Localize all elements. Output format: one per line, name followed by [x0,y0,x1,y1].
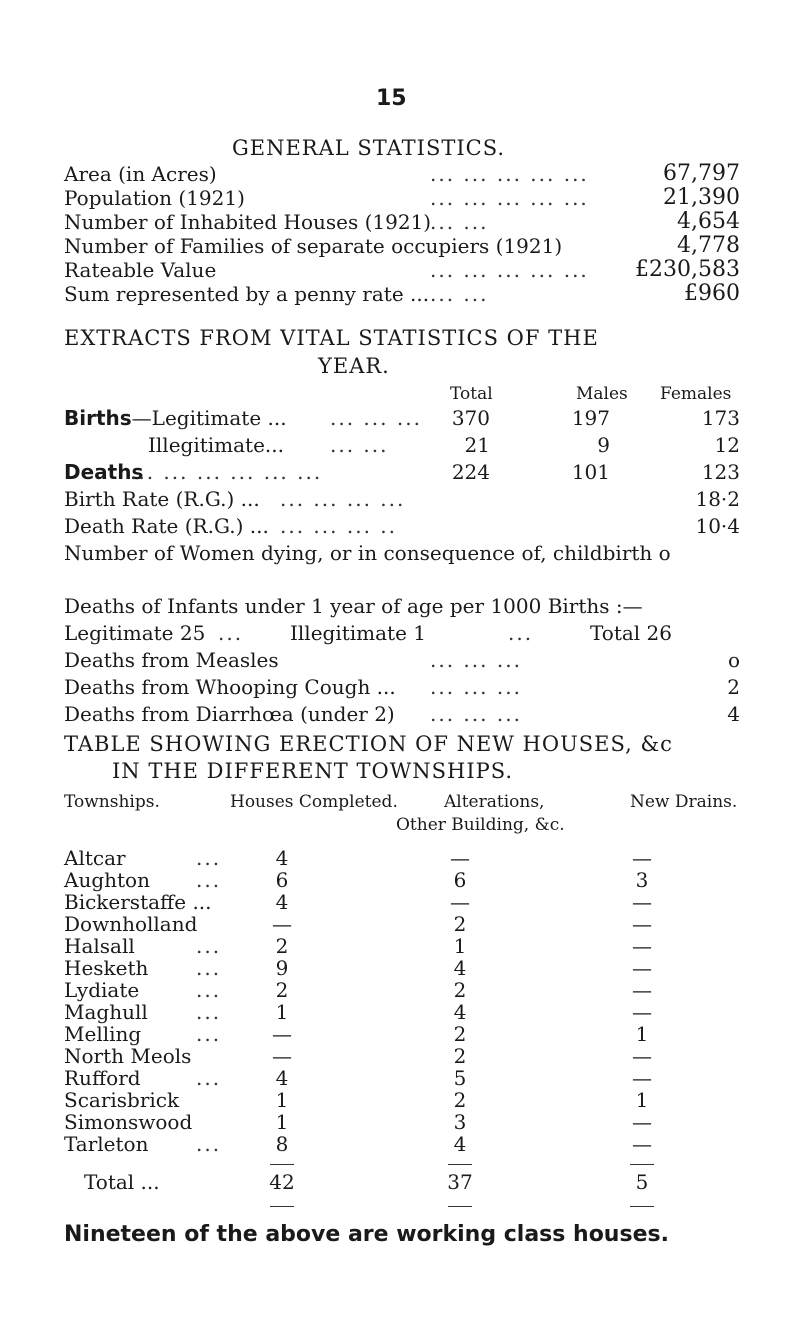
dot-leader: ... ... ... ... ... [430,162,589,186]
column-header-females: Females [660,384,732,404]
general-stat-label: Area (in Acres) [64,162,217,186]
general-stat-value: £960 [684,281,740,306]
dot-leader: ... [196,1022,222,1046]
township-name: Tarleton [64,1132,149,1156]
births-legitimate-row [64,406,287,430]
houses-completed: 2 [275,978,289,1002]
dot-leader: ... [196,1132,222,1156]
new-drains-count: — [632,846,652,870]
township-name: Simonswood [64,1110,193,1134]
alterations-count: — [450,890,470,914]
dot-leader: ... [196,1066,222,1090]
birth-rate-value: 18·2 [695,487,740,511]
infant-legitimate: Legitimate 25 [64,621,206,645]
vital-statistics-heading: EXTRACTS FROM VITAL STATISTICS OF THE [64,326,599,350]
township-name: Scarisbrick [64,1088,180,1112]
dot-leader: ... [196,846,222,870]
legitimate-label: —Legitimate ... [131,406,287,430]
alterations-count: 2 [453,1088,467,1112]
houses-completed: 1 [275,1088,289,1112]
houses-completed: — [272,1044,292,1068]
houses-completed: 4 [275,1066,289,1090]
footnote: Nineteen of the above are working class houses. [64,1222,669,1247]
dot-leader: ... ... [430,210,489,234]
dot-leader: ... ... ... ... ... ... [130,460,323,484]
new-drains-count: — [632,1000,652,1024]
illegitimate-males: 9 [597,433,610,457]
general-stat-value: 21,390 [663,185,740,210]
infant-total: Total 26 [590,621,672,645]
houses-completed: 2 [275,934,289,958]
new-drains-count: 1 [635,1088,649,1112]
general-stat-label: Sum represented by a penny rate ... [64,282,430,306]
township-name: North Meols [64,1044,192,1068]
illegitimate-label: Illegitimate... [148,433,284,457]
township-name: Hesketh [64,956,149,980]
general-stat-label: Number of Families of separate occupiers (1921) [64,234,563,258]
legitimate-females: 173 [701,406,740,430]
houses-completed: 9 [275,956,289,980]
houses-completed: — [272,912,292,936]
infant-cause-value: o [727,648,740,672]
infant-cause-label: Deaths from Measles [64,648,279,672]
total-rule-top [448,1164,472,1165]
general-stat-label: Number of Inhabited Houses (1921) [64,210,432,234]
total-rule-bottom [448,1206,472,1207]
township-name: Melling [64,1022,142,1046]
dot-leader: ... [196,1000,222,1024]
dot-leader: ... ... ... .. [280,514,398,538]
general-stat-label: Rateable Value [64,258,217,282]
legitimate-total: 370 [451,406,490,430]
alterations-count: 2 [453,1044,467,1068]
houses-completed: 1 [275,1000,289,1024]
new-drains-count: — [632,890,652,914]
dot-leader: ... ... [430,282,489,306]
general-stat-value: £230,583 [635,257,740,282]
houses-completed: 4 [275,890,289,914]
total-drains: 5 [635,1170,649,1194]
general-stat-value: 67,797 [663,161,740,186]
new-drains-count: — [632,912,652,936]
page-number: 15 [376,86,407,111]
general-statistics-heading: GENERAL STATISTICS. [232,136,506,160]
township-name: Lydiate [64,978,140,1002]
dot-leader: ... ... [330,433,389,457]
total-alterations: 37 [447,1170,473,1194]
dot-leader: ... ... ... ... [280,487,406,511]
dot-leader: ... [196,956,222,980]
birth-rate-label: Birth Rate (R.G.) ... [64,487,260,511]
childbirth-deaths: Number of Women dying, or in consequence of, childbirth o [64,541,671,565]
infant-illegitimate: Illegitimate 1 [290,621,427,645]
dot-leader: ... [196,868,222,892]
alterations-count: 1 [453,934,467,958]
dot-leader: ... ... ... ... ... [430,258,589,282]
dot-leader: ... ... ... [330,406,422,430]
new-drains-count: — [632,1066,652,1090]
township-name: Rufford [64,1066,141,1090]
dot-leader: ... ... ... [430,702,522,726]
total-rule-top [270,1164,294,1165]
houses-completed: 8 [275,1132,289,1156]
infant-cause-value: 2 [727,675,740,699]
alterations-count: 2 [453,912,467,936]
township-name: Altcar [64,846,126,870]
infant-cause-value: 4 [727,702,740,726]
deaths-total: 224 [451,460,490,484]
alterations-count: 6 [453,868,467,892]
township-name: Aughton [64,868,150,892]
total-rule-bottom [270,1206,294,1207]
death-rate-value: 10·4 [695,514,740,538]
total-label: Total ... [84,1170,160,1194]
houses-completed: 1 [275,1110,289,1134]
column-header-alterations-2: Other Building, &c. [396,815,565,835]
column-header-houses: Houses Completed. [230,792,398,812]
new-drains-count: — [632,978,652,1002]
township-name: Maghull [64,1000,148,1024]
infant-deaths-heading: Deaths of Infants under 1 year of age per 1000 Births :— [64,594,643,618]
column-header-townships: Townships. [64,792,160,812]
new-drains-count: — [632,956,652,980]
column-header-alterations: Alterations, [444,792,545,812]
illegitimate-total: 21 [464,433,490,457]
general-stat-value: 4,654 [677,209,740,234]
new-drains-count: — [632,934,652,958]
births-label: Births [64,406,132,430]
dot-leader: ... [508,621,534,645]
total-houses: 42 [269,1170,295,1194]
legitimate-males: 197 [571,406,610,430]
dot-leader: ... [218,621,244,645]
alterations-count: 4 [453,956,467,980]
death-rate-label: Death Rate (R.G.) ... [64,514,269,538]
alterations-count: — [450,846,470,870]
total-rule-bottom [630,1206,654,1207]
houses-completed: 6 [275,868,289,892]
township-name: Downholland [64,912,198,936]
illegitimate-females: 12 [714,433,740,457]
new-drains-count: 1 [635,1022,649,1046]
deaths-males: 101 [571,460,610,484]
column-header-total: Total [450,384,493,404]
alterations-count: 4 [453,1000,467,1024]
deaths-label: Deaths [64,460,144,484]
alterations-count: 3 [453,1110,467,1134]
new-drains-count: 3 [635,868,649,892]
dot-leader: ... ... ... [430,648,522,672]
houses-completed: 4 [275,846,289,870]
general-stat-label: Population (1921) [64,186,245,210]
total-rule-top [630,1164,654,1165]
deaths-females: 123 [701,460,740,484]
dot-leader: ... ... ... ... ... [430,186,589,210]
dot-leader: ... [196,934,222,958]
dot-leader: ... [196,978,222,1002]
houses-completed: — [272,1022,292,1046]
column-header-drains: New Drains. [630,792,738,812]
alterations-count: 4 [453,1132,467,1156]
new-drains-count: — [632,1044,652,1068]
vital-statistics-heading-year: YEAR. [318,354,390,378]
township-name: Halsall [64,934,135,958]
infant-cause-label: Deaths from Diarrhœa (under 2) [64,702,395,726]
township-name: Bickerstaffe ... [64,890,212,914]
infant-cause-label: Deaths from Whooping Cough ... [64,675,396,699]
column-header-males: Males [576,384,628,404]
alterations-count: 5 [453,1066,467,1090]
new-drains-count: — [632,1132,652,1156]
houses-table-subheading: IN THE DIFFERENT TOWNSHIPS. [112,759,514,783]
alterations-count: 2 [453,978,467,1002]
alterations-count: 2 [453,1022,467,1046]
new-drains-count: — [632,1110,652,1134]
houses-table-heading: TABLE SHOWING ERECTION OF NEW HOUSES, &c [64,732,673,756]
general-stat-value: 4,778 [677,233,740,258]
dot-leader: ... ... ... [430,675,522,699]
